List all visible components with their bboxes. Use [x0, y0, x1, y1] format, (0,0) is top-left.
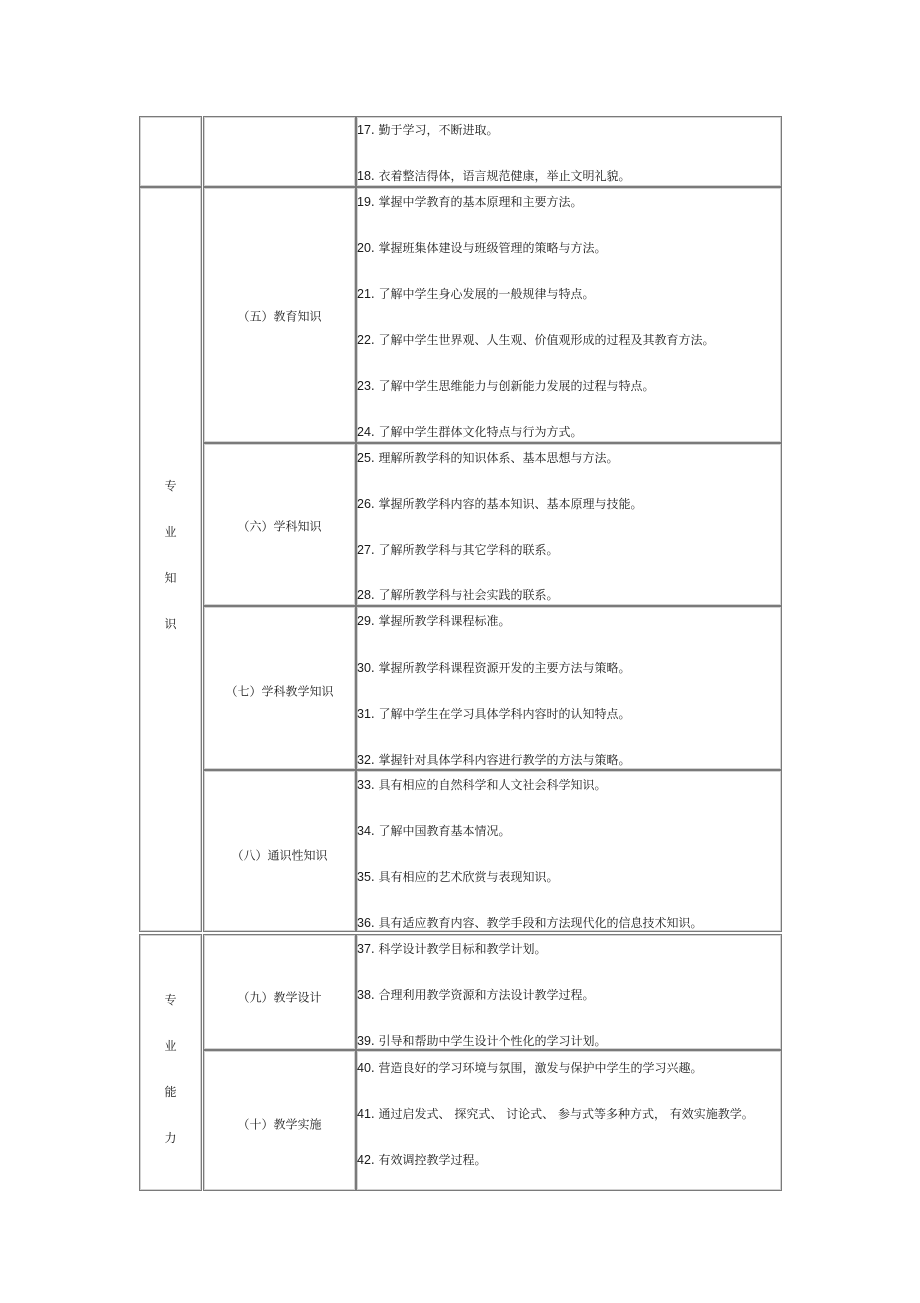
- subcategory-cell-teaching-implementation: [203, 1050, 356, 1191]
- list-item: 32. 掌握针对具体学科内容进行教学的方法与策略。: [357, 753, 631, 767]
- list-item: 25. 理解所教学科的知识体系、基本思想与方法。: [357, 451, 619, 465]
- items-cell-education-knowledge: [356, 187, 782, 443]
- list-item: 39. 引导和帮助中学生设计个性化的学习计划。: [357, 1034, 607, 1048]
- category-char: 业: [164, 1039, 177, 1053]
- list-item: 17. 勤于学习，不断进取。: [357, 123, 499, 137]
- category-cell-ability: [139, 934, 202, 1191]
- items-cell-continued: [356, 116, 782, 187]
- items-cell-teaching-design: [356, 934, 782, 1050]
- items-cell-general-knowledge: [356, 770, 782, 932]
- category-cell-knowledge: [139, 187, 202, 932]
- category-char: 识: [164, 617, 177, 631]
- list-item: 38. 合理利用教学资源和方法设计教学过程。: [357, 988, 595, 1002]
- subcategory-cell-subject-teaching-knowledge: [203, 606, 356, 770]
- category-cell-continued: [139, 116, 202, 187]
- subcategory-label: （七）学科教学知识: [225, 684, 334, 699]
- list-item: 23. 了解中学生思维能力与创新能力发展的过程与特点。: [357, 379, 655, 393]
- list-item: 36. 具有适应教育内容、教学手段和方法现代化的信息技术知识。: [357, 916, 703, 930]
- list-item: 40. 营造良好的学习环境与氛围，激发与保护中学生的学习兴趣。: [357, 1061, 703, 1075]
- category-char: 专: [164, 479, 177, 493]
- category-char: 力: [164, 1131, 177, 1145]
- subcategory-label: （九）教学设计: [237, 990, 322, 1005]
- category-char: 专: [164, 993, 177, 1007]
- list-item: 30. 掌握所教学科课程资源开发的主要方法与策略。: [357, 661, 631, 675]
- list-item: 29. 掌握所教学科课程标准。: [357, 614, 511, 628]
- list-item: 35. 具有相应的艺术欣赏与表现知识。: [357, 870, 559, 884]
- list-item: 24. 了解中学生群体文化特点与行为方式。: [357, 425, 583, 439]
- standards-table: [139, 116, 782, 1191]
- subcategory-cell-subject-knowledge: [203, 443, 356, 606]
- subcategory-cell-teaching-design: [203, 934, 356, 1050]
- category-char: 能: [164, 1085, 177, 1099]
- items-cell-subject-teaching-knowledge: [356, 606, 782, 770]
- list-item: 20. 掌握班集体建设与班级管理的策略与方法。: [357, 241, 607, 255]
- category-char: 知: [164, 571, 177, 585]
- subcategory-cell-continued: [203, 116, 356, 187]
- subcategory-cell-education-knowledge: [203, 187, 356, 443]
- list-item: 33. 具有相应的自然科学和人文社会科学知识。: [357, 778, 607, 792]
- subcategory-label: （十）教学实施: [237, 1117, 322, 1132]
- list-item: 31. 了解中学生在学习具体学科内容时的认知特点。: [357, 707, 631, 721]
- subcategory-label: （六）学科知识: [237, 519, 322, 534]
- category-char: 业: [164, 525, 177, 539]
- list-item: 18. 衣着整洁得体，语言规范健康，举止文明礼貌。: [357, 169, 631, 183]
- list-item: 26. 掌握所教学科内容的基本知识、基本原理与技能。: [357, 497, 643, 511]
- list-item: 41. 通过启发式、 探究式、 讨论式、 参与式等多种方式， 有效实施教学。: [357, 1107, 754, 1121]
- list-item: 27. 了解所教学科与其它学科的联系。: [357, 543, 559, 557]
- list-item: 21. 了解中学生身心发展的一般规律与特点。: [357, 287, 595, 301]
- items-cell-teaching-implementation: [356, 1050, 782, 1191]
- list-item: 19. 掌握中学教育的基本原理和主要方法。: [357, 195, 583, 209]
- list-item: 22. 了解中学生世界观、人生观、价值观形成的过程及其教育方法。: [357, 333, 715, 347]
- list-item: 37. 科学设计教学目标和教学计划。: [357, 942, 547, 956]
- subcategory-cell-general-knowledge: [203, 770, 356, 932]
- subcategory-label: （五）教育知识: [237, 309, 322, 324]
- list-item: 42. 有效调控教学过程。: [357, 1153, 487, 1167]
- list-item: 28. 了解所教学科与社会实践的联系。: [357, 588, 559, 602]
- subcategory-label: （八）通识性知识: [231, 848, 328, 863]
- items-cell-subject-knowledge: [356, 443, 782, 606]
- list-item: 34. 了解中国教育基本情况。: [357, 824, 511, 838]
